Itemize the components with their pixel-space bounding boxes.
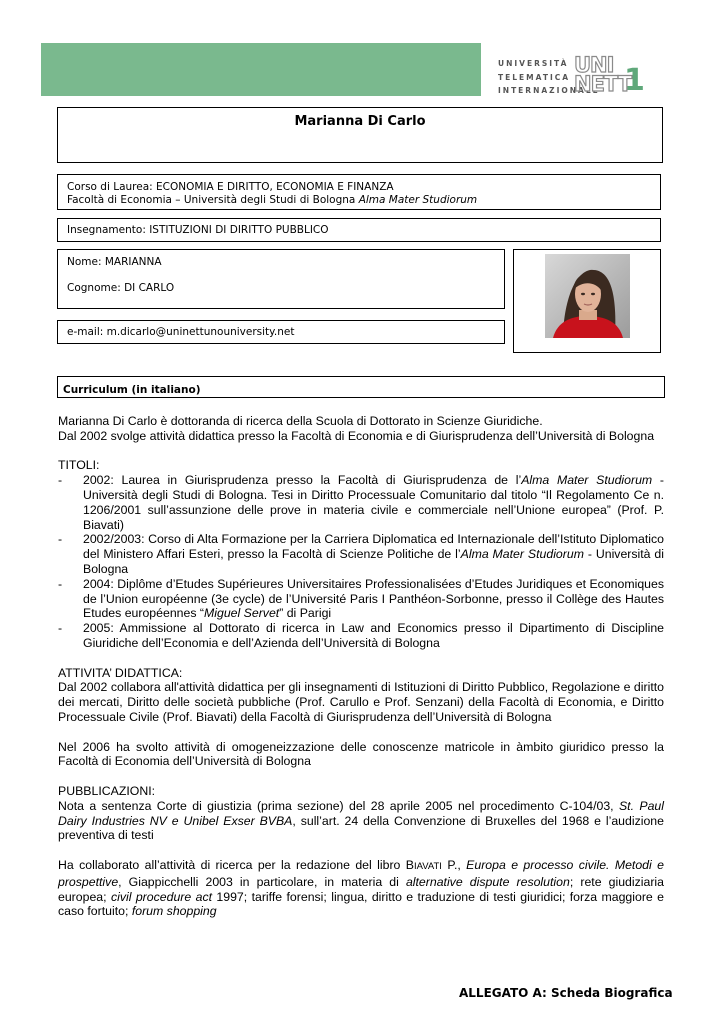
pubblicazioni-heading: PUBBLICAZIONI: xyxy=(58,783,156,798)
person-name: Marianna Di Carlo xyxy=(294,114,426,129)
profile-photo xyxy=(545,254,630,338)
pubblicazione-1: Nota a sentenza Corte di giustizia (prima sezione) del 28 aprile 2005 nel procedimento C-104/03, St. Paul Dairy Industries NV e Unibel Exser BVBA, sull’art. 24 della Convenzione di Bruxelles del 1968 e l’audizione preventiva di testi xyxy=(58,798,664,843)
footer-label: ALLEGATO A: Scheda Biografica xyxy=(459,986,673,1000)
list-item: - 2002/2003: Corso di Alta Formazione per la Carriera Diplomatica ed Internazionale dell’Istituto Diplomatico del Ministero Affari Esteri, presso la Facoltà di Scienze Politiche de l’Alma Mater Studiorum - Università di Bologna xyxy=(58,532,664,576)
intro-paragraph: Marianna Di Carlo è dottoranda di ricerca della Scuola di Dottorato in Scienze Giuridiche. Dal 2002 svolge attività didattica presso la Facoltà di Economia e di Giurisprudenza dell’Università di Bologna xyxy=(58,414,655,443)
email-text: e-mail: m.dicarlo@uninettunouniversity.net xyxy=(67,326,295,338)
curriculum-body xyxy=(58,414,664,934)
logo-mark-top: UNI xyxy=(574,53,614,77)
logo-line-2: TELEMATICA xyxy=(498,73,571,82)
corso-line-1: Corso di Laurea: ECONOMIA E DIRITTO, ECONOMIA E FINANZA xyxy=(67,181,394,193)
curriculum-heading-box xyxy=(57,376,665,398)
pubblicazione-2: Ha collaborato all’attività di ricerca per la redazione del libro BIAVATI P., Europa e processo civile. Metodi e prospettive, Giappicchelli 2003 in particolare, in materia di alternative dispute resolution; rete giudiziaria europea; civil procedure act 1997; tariffe forensi; lingua, diritto e traduzione di testi giuridici; forza maggiore e caso fortuito; forum shopping xyxy=(58,857,665,919)
nome-field: Nome: MARIANNA xyxy=(67,256,162,268)
titoli-list xyxy=(58,473,664,651)
email-box xyxy=(57,320,505,344)
attivita-heading: ATTIVITA’ DIDATTICA: xyxy=(58,665,183,680)
logo-line-1: UNIVERSITÀ xyxy=(498,59,569,68)
corso-box xyxy=(57,174,661,210)
cognome-field: Cognome: DI CARLO xyxy=(67,282,175,294)
logo-mark-bottom: NETT xyxy=(574,72,632,96)
corso-line-2: Facoltà di Economia – Università degli Studi di Bologna Alma Mater Studiorum xyxy=(67,194,478,206)
logo-line-3: INTERNAZIONALE xyxy=(498,86,600,95)
list-item: - 2005: Ammissione al Dottorato di ricerca in Law and Economics presso il Dipartimento di Discipline Giuridiche dell’Economia e dell’Azienda dell’Università di Bologna xyxy=(58,621,664,651)
insegnamento-box xyxy=(57,218,661,242)
list-item: - 2004: Diplôme d’Etudes Supérieures Universitaires Professionalisées d’Etudes Juridiques et Economiques de l’Union européenne (3e cycle) de l’Université Paris I Panthéon-Sorbonne, presso il Collège des Hautes Etudes européennes “Miguel Servet” di Parigi xyxy=(58,577,664,621)
curriculum-heading: Curriculum (in italiano) xyxy=(63,384,201,396)
list-item: - 2002: Laurea in Giurisprudenza presso la Facoltà di Giurisprudenza de l’Alma Mater Studiorum - Università degli Studi di Bologna. Tesi in Diritto Processuale Comunitario dal titolo “Il Regolamento Ce n. 1206/2001 sull’assunzione delle prove in materia civile e commerciale nell’Unione europea” (Prof. P. Biavati) xyxy=(58,473,664,532)
insegnamento-text: Insegnamento: ISTITUZIONI DI DIRITTO PUBBLICO xyxy=(67,224,329,236)
attivita-paragraph-2: Nel 2006 ha svolto attività di omogeneizzazione delle conoscenze matricole in àmbito giuridico presso la Facoltà di Economia dell’Università di Bologna xyxy=(58,739,664,769)
titoli-heading: TITOLI: xyxy=(58,458,100,473)
name-box xyxy=(57,107,663,163)
logo-mark-one: 1 xyxy=(624,63,645,98)
header-green-bar xyxy=(41,43,481,96)
university-logo xyxy=(498,55,650,97)
anagrafica-box xyxy=(57,249,505,309)
attivita-paragraph-1: Dal 2002 collabora all'attività didattica per gli insegnamenti di Istituzioni di Diritto Pubblico, Regolazione e diritto dei mercati, Diritto delle società pubbliche (Prof. Carullo e Prof. Senzani) della Facoltà di Economia, e Diritto Processuale Civile (Prof. Biavati) della Facoltà di Giurisprudenza dell’Università di Bologna xyxy=(58,680,664,724)
